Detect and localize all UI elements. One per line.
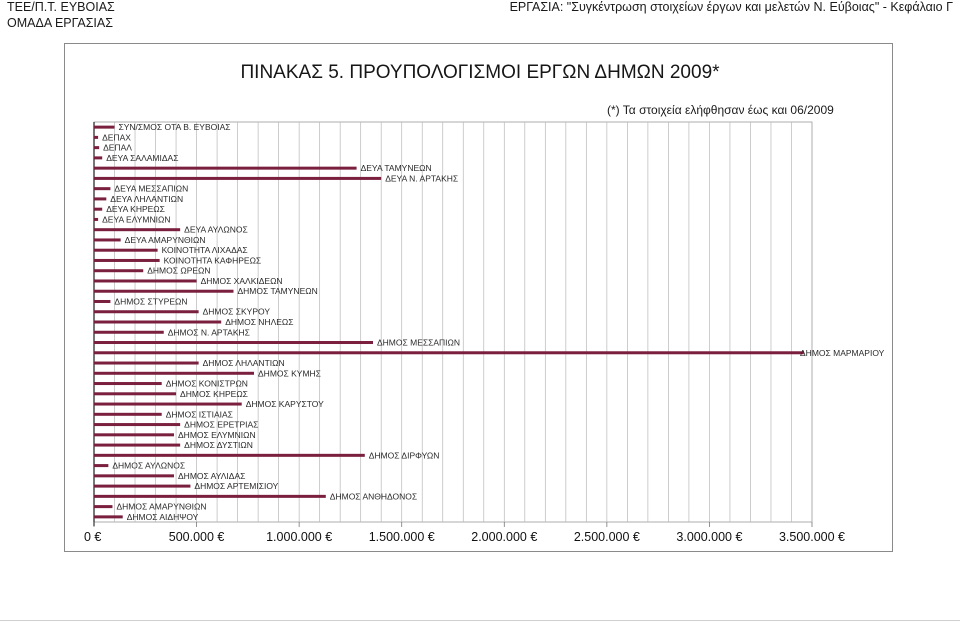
bar-label: ΔΗΜΟΣ ΙΣΤΙΑΙΑΣ: [165, 409, 233, 420]
x-tick-label: 3.000.000 €: [676, 530, 743, 544]
bar-label: ΔΗΜΟΣ ΝΗΛΕΩΣ: [225, 317, 294, 327]
chart-note: (*) Τα στοιχεία ελήφθησαν έως και 06/2009: [607, 103, 834, 117]
bar: [94, 382, 162, 385]
x-tick-label: 1.500.000 €: [368, 530, 435, 544]
bar: [94, 187, 110, 190]
bar: [94, 269, 143, 272]
bar: [94, 126, 115, 129]
bar: [94, 413, 162, 416]
bar: [94, 310, 199, 313]
bar: [94, 218, 98, 221]
bar-label: ΔΗΜΟΣ ΕΡΕΤΡΙΑΣ: [184, 419, 259, 430]
page-divider: [0, 620, 960, 621]
bar: [94, 474, 174, 477]
bar-label: ΔΗΜΟΣ ΤΑΜΥΝΕΩΝ: [237, 286, 318, 297]
bar: [94, 423, 180, 426]
bar-label: ΔΕΥΑ ΣΑΛΑΜΙΔΑΣ: [106, 152, 179, 163]
bar: [94, 331, 164, 334]
bar: [94, 485, 190, 488]
header-project: ΕΡΓΑΣΙΑ: "Συγκέντρωση στοιχείων έργων και μελετών Ν. Εύβοιας" - Κεφάλαιο Γ: [509, 0, 953, 14]
bar: [94, 495, 326, 498]
bar-label: ΔΗΜΟΣ ΑΝΘΗΔΟΝΟΣ: [329, 491, 418, 502]
bar-label: ΔΗΜΟΣ ΚΥΜΗΣ: [258, 368, 321, 379]
bar: [94, 259, 160, 262]
bar-label: ΔΗΜΟΣ ΑΙΔΗΨΟΥ: [126, 511, 199, 522]
bar-label: ΔΗΜΟΣ Ν. ΑΡΤΑΚΗΣ: [167, 327, 250, 338]
bar-label: ΔΗΜΟΣ ΣΚΥΡΟΥ: [202, 306, 271, 317]
bar-label: ΔΕΥΑ ΑΥΛΩΝΟΣ: [184, 224, 248, 235]
bar: [94, 249, 158, 252]
bar-label: ΔΗΜΟΣ ΧΑΛΚΙΔΕΩΝ: [200, 275, 283, 286]
bar: [94, 136, 98, 139]
bar-label: ΔΕΠΑΛ: [103, 142, 132, 153]
x-tick-label: 1.000.000 €: [266, 530, 333, 544]
bar: [94, 372, 254, 375]
bar: [94, 208, 102, 211]
bar: [94, 279, 197, 282]
bar: [94, 228, 180, 231]
bar: [94, 464, 108, 467]
bar: [94, 362, 199, 365]
bar: [94, 238, 121, 241]
bar: [94, 403, 242, 406]
bar-label: ΔΕΥΑ ΛΗΛΑΝΤΙΩΝ: [110, 193, 184, 204]
bar-label: ΔΗΜΟΣ ΜΑΡΜΑΡΙΟΥ: [800, 347, 885, 358]
bar-label: ΔΗΜΟΣ ΚΟΝΙΣΤΡΩΝ: [165, 378, 248, 389]
x-tick-label: 2.000.000 €: [471, 530, 538, 544]
bar: [94, 433, 174, 436]
bar-label: ΔΗΜΟΣ ΑΥΛΙΔΑΣ: [178, 470, 246, 481]
bar-label: ΔΕΥΑ ΜΕΣΣΑΠΙΩΝ: [114, 183, 189, 194]
bar: [94, 505, 112, 508]
bar: [94, 341, 373, 344]
header-group: ΟΜΑΔΑ ΕΡΓΑΣΙΑΣ: [7, 16, 113, 30]
bar: [94, 300, 110, 303]
bar-label: ΔΗΜΟΣ ΔΥΣΤΙΩΝ: [184, 440, 253, 451]
bar-label: ΔΕΥΑ ΑΜΑΡΥΝΘΙΩΝ: [124, 234, 206, 245]
header-org: ΤΕΕ/Π.Τ. ΕΥΒΟΙΑΣ: [7, 0, 115, 14]
bar-label: ΔΗΜΟΣ ΜΕΣΣΑΠΙΩΝ: [376, 337, 461, 348]
bar: [94, 392, 176, 395]
x-tick-label: 2.500.000 €: [573, 530, 640, 544]
bar: [94, 321, 221, 324]
bar: [94, 156, 102, 159]
bar: [94, 290, 233, 293]
bar-label: ΔΕΠΑΧ: [102, 132, 131, 143]
bar-label: ΔΗΜΟΣ ΛΗΛΑΝΤΙΩΝ: [202, 358, 285, 369]
bar-label: ΔΗΜΟΣ ΚΑΡΥΣΤΟΥ: [245, 399, 324, 410]
bar-label: ΔΕΥΑ ΤΑΜΥΝΕΩΝ: [360, 163, 432, 174]
bar: [94, 515, 123, 518]
bar-label: ΚΟΙΝΟΤΗΤΑ ΛΙΧΑΔΑΣ: [161, 245, 248, 256]
bar-label: ΔΕΥΑ ΚΗΡΕΩΣ: [106, 204, 165, 215]
bar: [94, 177, 381, 180]
x-tick-label: 3.500.000 €: [778, 530, 846, 544]
chart-title: ΠΙΝΑΚΑΣ 5. ΠΡΟΥΠΟΛΟΓΙΣΜΟΙ ΕΡΓΩΝ ΔΗΜΩΝ 2009*: [240, 62, 720, 83]
bar-label: ΔΗΜΟΣ ΔΙΡΦΥΩΝ: [368, 450, 440, 461]
bar-label: ΔΕΥΑ Ν. ΑΡΤΑΚΗΣ: [385, 173, 459, 184]
bar-label: ΔΗΜΟΣ ΑΜΑΡΥΝΘΙΩΝ: [116, 501, 207, 512]
bar-label: ΔΕΥΑ ΕΛΥΜΝΙΩΝ: [102, 214, 171, 225]
x-tick-label: 500.000 €: [168, 530, 225, 544]
bar-label: ΔΗΜΟΣ ΚΗΡΕΩΣ: [180, 388, 248, 399]
bar-label: ΣΥΝ/ΣΜΟΣ ΟΤΑ Β. ΕΥΒΟΙΑΣ: [118, 122, 231, 133]
bar-label: ΚΟΙΝΟΤΗΤΑ ΚΑΦΗΡΕΩΣ: [163, 255, 262, 266]
bar-label: ΔΗΜΟΣ ΑΥΛΩΝΟΣ: [112, 460, 186, 471]
bar: [94, 167, 357, 170]
bar-label: ΔΗΜΟΣ ΑΡΤΕΜΙΣΙΟΥ: [194, 481, 279, 492]
x-tick-label: 0 €: [84, 530, 102, 544]
bar-label: ΔΗΜΟΣ ΣΤΥΡΕΩΝ: [114, 296, 188, 307]
bar: [94, 146, 99, 149]
bar-label: ΔΗΜΟΣ ΕΛΥΜΝΙΩΝ: [178, 429, 256, 440]
bar-label: ΔΗΜΟΣ ΩΡΕΩΝ: [147, 265, 211, 276]
bar: [94, 197, 106, 200]
bar: [94, 454, 365, 457]
bar: [94, 351, 804, 354]
bar: [94, 444, 180, 447]
